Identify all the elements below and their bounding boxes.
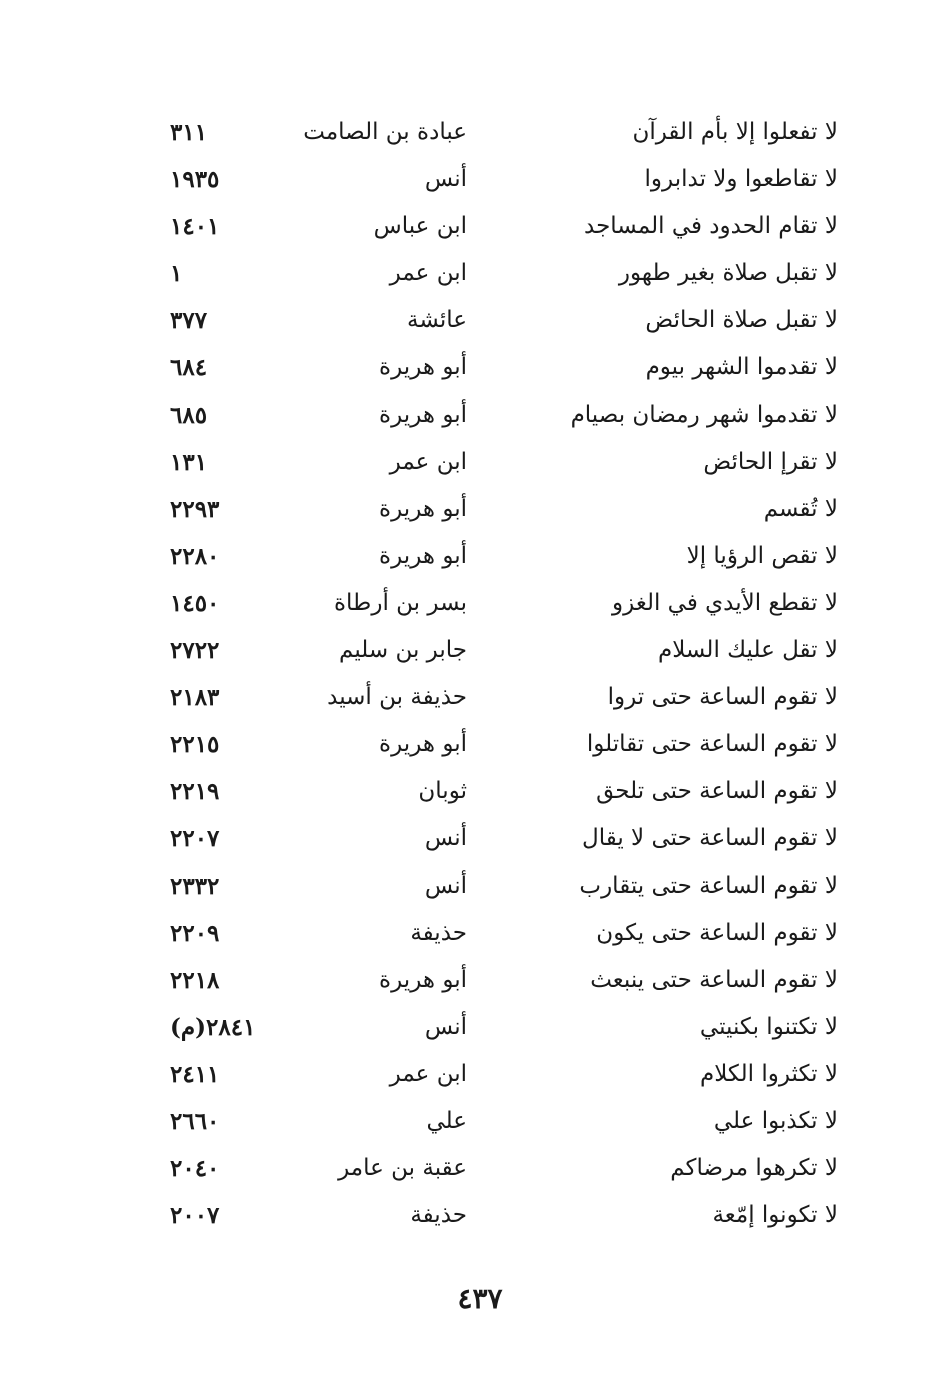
table-row [150,961,850,1008]
narrator-name: أبو هريرة [379,401,467,428]
table-row [150,348,850,395]
hadith-text: لا تكذبوا علي [713,1107,838,1134]
table-row [150,254,850,301]
narrator-name: أنس [424,1013,467,1040]
narrator-name: ابن عمر [389,448,467,475]
table-row [150,678,850,725]
hadith-text: لا تقوم الساعة حتى يكون [596,919,838,946]
hadith-number: ٢٢٠٧ [170,825,220,853]
hadith-text: لا تقوم الساعة حتى تلحق [596,778,838,805]
table-row [150,113,850,160]
hadith-number: ٣٧٧ [170,307,208,335]
table-row [150,396,850,443]
table-row [150,867,850,914]
hadith-number: ٦٨٤ [170,354,208,382]
hadith-number: ١٤٠١ [170,213,220,241]
narrator-name: أبو هريرة [379,495,467,522]
hadith-number: ٢٢٨٠ [170,542,220,570]
narrator-name: أبو هريرة [379,542,467,569]
table-row [150,443,850,490]
hadith-text: لا تُقسم [763,495,838,522]
table-row [150,490,850,537]
hadith-text: لا تقوم الساعة حتى تقاتلوا [586,731,838,758]
hadith-text: لا تكتنوا بكنيتي [699,1013,838,1040]
narrator-name: أبو هريرة [379,966,467,993]
hadith-number: ١٤٥٠ [170,589,220,617]
narrator-name: أنس [424,166,467,193]
narrator-name: بسر بن أرطاة [333,589,467,616]
hadith-number: ٦٨٥ [170,401,208,429]
hadith-text: لا تقل عليك السلام [657,637,838,664]
narrator-name: ابن عباس [373,213,467,240]
table-row [150,772,850,819]
hadith-number: ٢٢٠٩ [170,919,220,947]
narrator-name: جابر بن سليم [339,637,467,664]
hadith-number: ٢٠٠٧ [170,1202,220,1230]
hadith-text: لا تكرهوا مرضاكم [670,1155,838,1182]
hadith-text: لا تقام الحدود في المساجد [584,213,838,240]
narrator-name: أبو هريرة [379,354,467,381]
table-row [150,631,850,678]
hadith-number: ٢٦٦٠ [170,1107,220,1135]
hadith-number: ٢٣٣٢ [170,872,220,900]
hadith-number: ١٣١ [170,448,208,476]
hadith-number: ٣١١ [170,119,208,146]
hadith-text: لا تكثروا الكلام [699,1060,838,1087]
hadith-number: ٢٠٤٠ [170,1155,220,1183]
hadith-number: ٢٢١٩ [170,778,220,806]
hadith-number: ١٩٣٥ [170,166,220,194]
table-row [150,819,850,866]
hadith-number: ٢١٨٣ [170,684,220,712]
hadith-number: ٢٢٩٣ [170,495,220,523]
table-row [150,584,850,631]
table-row [150,1055,850,1102]
hadith-index-table [150,113,850,1243]
table-row [150,1196,850,1243]
narrator-name: حذيفة [410,1202,467,1229]
narrator-name: عائشة [407,307,467,334]
hadith-number: ٢٨٤١(م) [170,1013,256,1041]
narrator-name: علي [426,1107,467,1134]
narrator-name: حذيفة [410,919,467,946]
hadith-number: ٢٢١٥ [170,731,220,759]
hadith-text: لا تفعلوا إلا بأم القرآن [632,119,838,145]
hadith-text: لا تقبل صلاة بغير طهور [618,260,838,287]
hadith-number: ٢٤١١ [170,1060,220,1088]
hadith-text: لا تقوم الساعة حتى ينبعث [590,966,838,993]
hadith-text: لا تقرإ الحائض [703,448,838,475]
hadith-text: لا تكونوا إمّعة [712,1202,838,1229]
table-row [150,160,850,207]
narrator-name: أنس [424,872,467,899]
table-row [150,1008,850,1055]
narrator-name: ثوبان [418,778,467,805]
narrator-name: عبادة بن الصامت [303,119,467,145]
table-row [150,301,850,348]
hadith-number: ١ [170,260,183,288]
table-row [150,914,850,961]
hadith-text: لا تقبل صلاة الحائض [645,307,838,334]
hadith-number: ٢٧٢٢ [170,637,220,665]
hadith-text: لا تقوم الساعة حتى يتقارب [579,872,838,899]
hadith-text: لا تقوم الساعة حتى تروا [607,684,838,711]
table-row [150,537,850,584]
hadith-text: لا تقطع الأيدي في الغزو [612,589,838,616]
hadith-text: لا تقاطعوا ولا تدابروا [644,166,838,193]
hadith-text: لا تقدموا شهر رمضان بصيام [570,401,838,428]
table-row [150,207,850,254]
table-row [150,725,850,772]
hadith-text: لا تقص الرؤيا إلا [686,542,838,569]
narrator-name: حذيفة بن أسيد [327,684,467,711]
hadith-text: لا تقدموا الشهر بيوم [645,354,838,381]
narrator-name: ابن عمر [389,1060,467,1087]
page-number: ٤٣٧ [457,1282,503,1315]
narrator-name: أنس [424,825,467,852]
narrator-name: عقبة بن عامر [338,1155,467,1182]
table-row [150,1149,850,1196]
hadith-number: ٢٢١٨ [170,966,220,994]
table-row [150,1102,850,1149]
hadith-text: لا تقوم الساعة حتى لا يقال [581,825,838,852]
narrator-name: أبو هريرة [379,731,467,758]
narrator-name: ابن عمر [389,260,467,287]
